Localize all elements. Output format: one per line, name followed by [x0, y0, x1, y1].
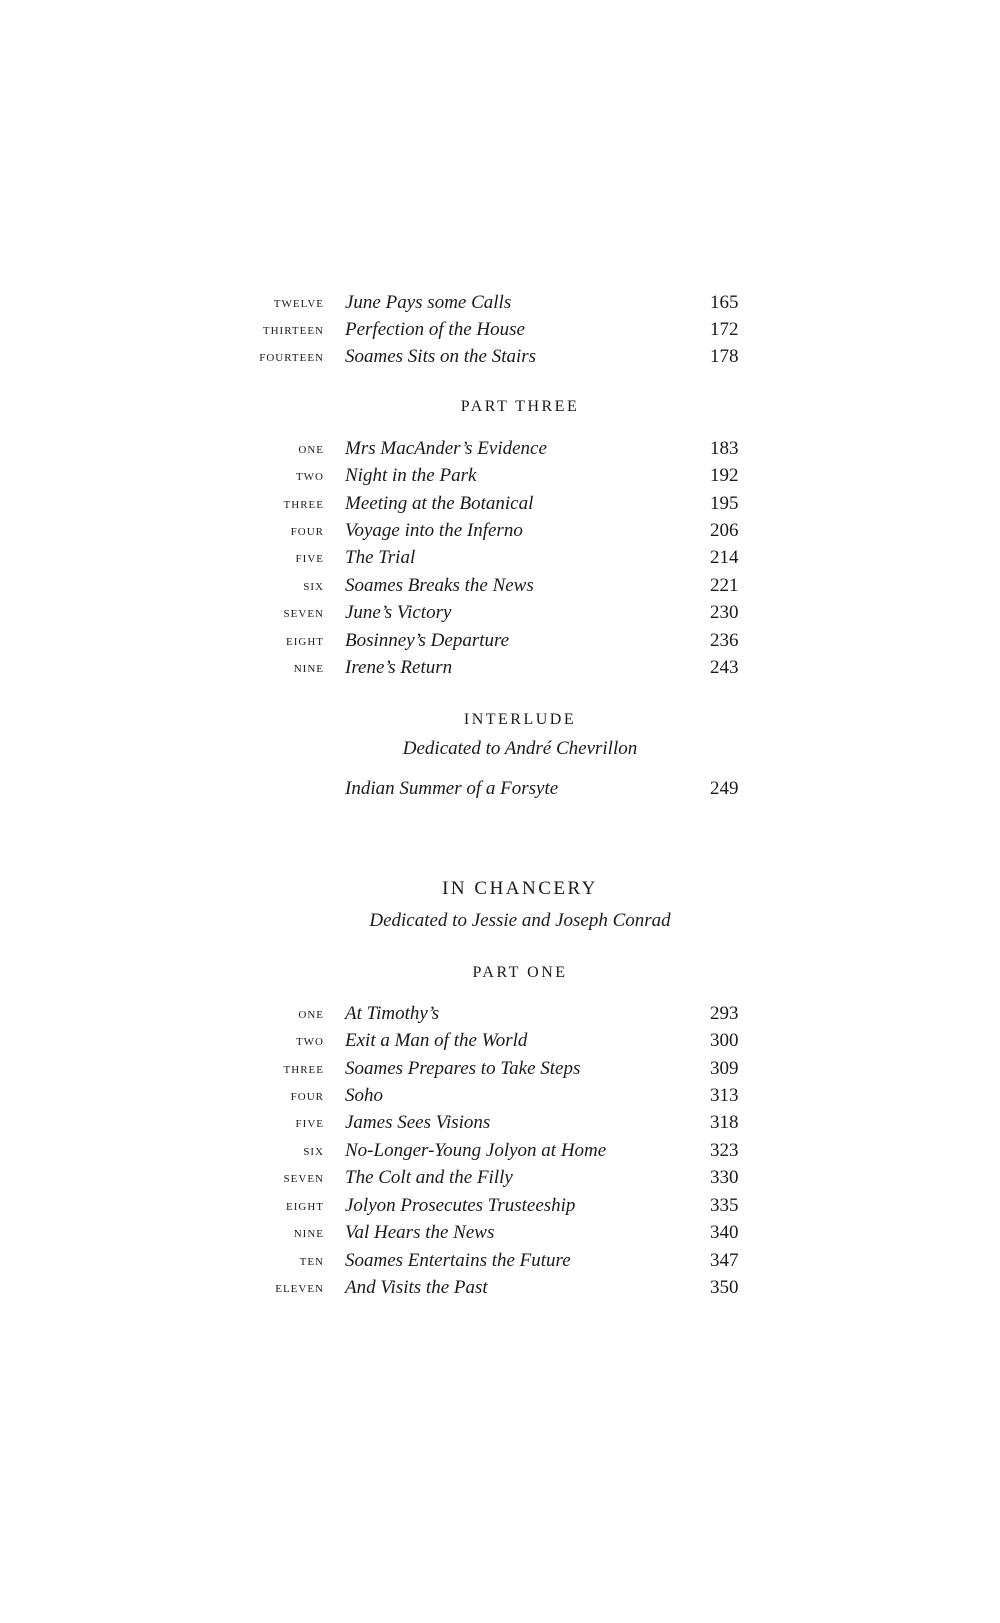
chapter-number: one: [298, 1005, 324, 1022]
page-number: 309: [710, 1058, 739, 1079]
toc-entry: [0, 435, 1000, 463]
chapter-number: five: [295, 1114, 324, 1131]
chapter-number: two: [295, 1032, 324, 1049]
chapter-number: ten: [299, 1252, 324, 1269]
toc-entry: [0, 1055, 1000, 1083]
toc-entry: [0, 1082, 1000, 1110]
toc-entry: [0, 1219, 1000, 1247]
chapter-title: Soho: [345, 1085, 383, 1106]
chapter-title: Meeting at the Botanical: [345, 493, 534, 514]
chapter-title: Soames Sits on the Stairs: [345, 346, 537, 367]
page-number: 183: [710, 438, 739, 459]
chapter-title: Irene’s Return: [345, 657, 453, 678]
chapter-number: six: [303, 577, 324, 594]
chapter-title: Mrs MacAnder’s Evidence: [345, 438, 547, 459]
toc-entry: [0, 289, 1000, 317]
page-number: 340: [710, 1222, 739, 1243]
toc-entry: [0, 544, 1000, 572]
interlude-dedication: Dedicated to André Chevrillon: [402, 738, 638, 759]
chapter-title: Jolyon Prosecutes Trusteeship: [345, 1195, 576, 1216]
page-number: 195: [710, 493, 739, 514]
part-one-heading: PART ONE: [472, 964, 568, 981]
page-number: 249: [710, 778, 739, 799]
chapter-number: three: [283, 1060, 324, 1077]
chapter-number: seven: [283, 1169, 324, 1186]
chapter-title: Exit a Man of the World: [345, 1030, 528, 1051]
toc-entry: [0, 1164, 1000, 1192]
toc-entry: [0, 316, 1000, 344]
toc-entry: [0, 572, 1000, 600]
chapter-number: five: [295, 549, 324, 566]
toc-entry: [0, 775, 1000, 803]
toc-entry: [0, 654, 1000, 682]
page-number: 230: [710, 602, 739, 623]
chapter-title: Indian Summer of a Forsyte: [345, 778, 559, 799]
chapter-title: Val Hears the News: [345, 1222, 495, 1243]
chapter-number: thirteen: [262, 321, 324, 338]
chapter-title: At Timothy’s: [345, 1003, 440, 1024]
page-number: 192: [710, 465, 739, 486]
chapter-title: Soames Prepares to Take Steps: [345, 1058, 581, 1079]
page-number: 335: [710, 1195, 739, 1216]
page-number: 323: [710, 1140, 739, 1161]
chapter-title: James Sees Visions: [345, 1112, 491, 1133]
in-chancery-heading: IN CHANCERY: [442, 878, 598, 899]
toc-entry: [0, 343, 1000, 371]
page-number: 347: [710, 1250, 739, 1271]
page-number: 236: [710, 630, 739, 651]
chapter-title: Night in the Park: [345, 465, 477, 486]
chapter-title: And Visits the Past: [345, 1277, 488, 1298]
chapter-number: three: [283, 495, 324, 512]
page-number: 206: [710, 520, 739, 541]
chapter-title: Bosinney’s Departure: [345, 630, 510, 651]
chapter-title: Soames Entertains the Future: [345, 1250, 571, 1271]
page-number: 330: [710, 1167, 739, 1188]
chapter-number: eleven: [275, 1279, 324, 1296]
chapter-number: nine: [293, 1224, 324, 1241]
chapter-number: six: [303, 1142, 324, 1159]
toc-entry: [0, 627, 1000, 655]
page-number: 318: [710, 1112, 739, 1133]
chapter-number: nine: [293, 659, 324, 676]
chapter-title: Perfection of the House: [345, 319, 525, 340]
chapter-title: Voyage into the Inferno: [345, 520, 523, 541]
chapter-title: The Colt and the Filly: [345, 1167, 513, 1188]
page-number: 165: [710, 292, 739, 313]
toc-entry: [0, 1000, 1000, 1028]
page-number: 243: [710, 657, 739, 678]
chapter-number: seven: [283, 604, 324, 621]
chapter-number: four: [290, 522, 324, 539]
toc-entry: [0, 490, 1000, 518]
page-number: 300: [710, 1030, 739, 1051]
toc-entry: [0, 1192, 1000, 1220]
chapter-title: June Pays some Calls: [345, 292, 512, 313]
toc-entry: [0, 1137, 1000, 1165]
in-chancery-dedication: Dedicated to Jessie and Joseph Conrad: [369, 910, 671, 931]
toc-entry: [0, 1027, 1000, 1055]
toc-entry: [0, 1109, 1000, 1137]
toc-entry: [0, 517, 1000, 545]
page-number: 178: [710, 346, 739, 367]
chapter-number: eight: [286, 632, 324, 649]
chapter-number: two: [295, 467, 324, 484]
chapter-number: eight: [286, 1197, 324, 1214]
chapter-number: twelve: [273, 294, 324, 311]
toc-entry: [0, 1247, 1000, 1275]
chapter-title: The Trial: [345, 547, 416, 568]
page-number: 350: [710, 1277, 739, 1298]
chapter-number: one: [298, 440, 324, 457]
toc-entry: [0, 1274, 1000, 1302]
chapter-title: No-Longer-Young Jolyon at Home: [345, 1140, 607, 1161]
page-number: 172: [710, 319, 739, 340]
interlude-heading: INTERLUDE: [463, 711, 577, 728]
page-number: 221: [710, 575, 739, 596]
page-number: 313: [710, 1085, 739, 1106]
chapter-number: fourteen: [259, 348, 324, 365]
page-number: 214: [710, 547, 739, 568]
chapter-title: Soames Breaks the News: [345, 575, 534, 596]
chapter-number: four: [290, 1087, 324, 1104]
toc-entry: [0, 462, 1000, 490]
page-number: 293: [710, 1003, 739, 1024]
toc-entry: [0, 599, 1000, 627]
part-three-heading: PART THREE: [460, 398, 580, 415]
chapter-title: June’s Victory: [345, 602, 452, 623]
